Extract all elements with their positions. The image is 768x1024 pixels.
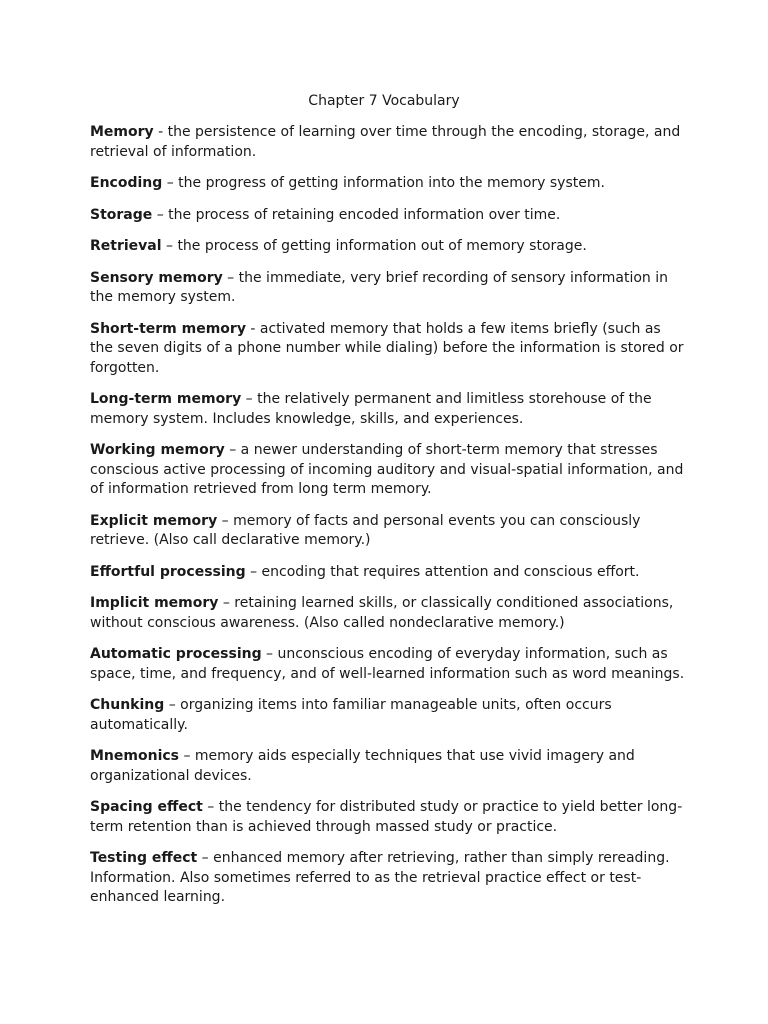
term: Encoding [90,175,163,191]
term: Testing effect [90,850,198,866]
definition: – enhanced memory after retrieving, rather than simply rereading. Information. Also sometimes referred to as the retrieval practice effect or test-enhanced learning. [90,850,670,905]
definition: – the process of getting information out of memory storage. [161,238,587,254]
definition: - the persistence of learning over time through the encoding, storage, and retrieval of information. [90,124,681,160]
term: Spacing effect [90,799,203,815]
term: Retrieval [90,238,162,254]
term: Automatic processing [90,646,262,662]
definition: – the immediate, very brief recording of sensory information in the memory system. [90,269,669,305]
vocab-entry-implicit-memory [90,594,686,633]
vocab-entry-sensory-memory [90,269,686,308]
vocab-entry-spacing-effect [90,798,686,837]
vocab-entry-memory [90,123,686,162]
vocab-entry-working-memory [90,441,686,500]
term: Working memory [90,442,225,458]
term: Mnemonics [90,748,179,764]
definition: – memory aids especially techniques that use vivid imagery and organizational devices. [90,748,635,784]
vocab-entry-effortful-processing [90,563,686,583]
definition: – the progress of getting information into the memory system. [162,175,605,191]
term: Short-term memory [90,320,246,337]
term: Storage [90,206,153,223]
vocab-entry-explicit-memory [90,512,686,551]
definition: – the process of retaining encoded information over time. [152,206,561,223]
page-title: Chapter 7 Vocabulary [308,93,460,109]
vocab-entry-long-term-memory [90,390,686,429]
definition: – a newer understanding of short-term memory that stresses conscious active processing of incoming auditory and visual-spatial information, and of information retrieved from long term memory. [90,442,684,497]
vocab-entry-testing-effect [90,849,686,908]
definition: – organizing items into familiar manageable units, often occurs automatically. [90,697,612,733]
term: Chunking [90,697,165,713]
definition: – encoding that requires attention and conscious effort. [245,563,640,580]
definition: – retaining learned skills, or classically conditioned associations, without conscious awareness. (Also called nondeclarative memory.) [90,595,674,631]
term: Implicit memory [90,595,219,611]
vocab-entry-encoding [90,174,686,194]
definition: – memory of facts and personal events you can consciously retrieve. (Also call declarative memory.) [90,512,641,548]
vocab-entry-mnemonics [90,747,686,786]
vocab-entry-short-term-memory [90,320,686,379]
term: Long-term memory [90,391,242,407]
term: Memory [90,124,154,140]
vocabulary-list [90,123,686,920]
vocab-entry-automatic-processing [90,645,686,684]
definition: – the relatively permanent and limitless storehouse of the memory system. Includes knowledge, skills, and experiences. [90,391,652,427]
vocab-entry-chunking [90,696,686,735]
definition: - activated memory that holds a few items briefly (such as the seven digits of a phone number while dialing) before the information is stored or forgotten. [90,320,684,376]
definition: – unconscious encoding of everyday information, such as space, time, and frequency, and of well-learned information such as word meanings. [90,646,685,682]
term: Effortful processing [90,563,246,580]
vocab-entry-retrieval [90,237,686,257]
definition: – the tendency for distributed study or practice to yield better long-term retention than is achieved through massed study or practice. [90,799,683,835]
term: Sensory memory [90,269,223,286]
vocab-entry-storage [90,206,686,226]
term: Explicit memory [90,512,218,529]
